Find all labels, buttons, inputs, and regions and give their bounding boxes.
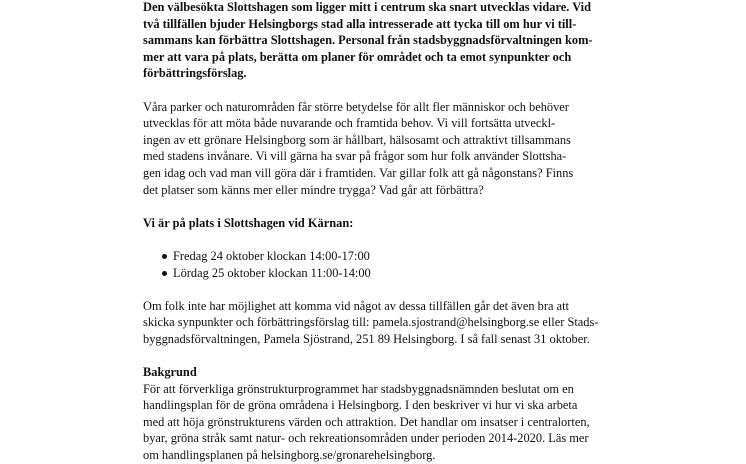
text-line: mer att vara på plats, berätta om planer för området och ta emot synpunkter och bbox=[143, 49, 572, 64]
document-page bbox=[143, 0, 613, 464]
background-heading: Bakgrund bbox=[143, 365, 197, 380]
text-line: det platser som känns mer eller mindre trygga? Vad går att förbättra? bbox=[143, 182, 484, 197]
text-line: handlingsplan för de gröna områdena i Helsingborg. I den beskriver vi hur vi ska arbeta bbox=[143, 398, 578, 413]
events-list bbox=[143, 248, 613, 281]
text-line: Våra parker och naturområden får större betydelse för allt fler människor och behöver bbox=[143, 99, 569, 114]
text-line: Den välbesökta Slottshagen som ligger mitt i centrum ska snart utvecklas vidare. Vid bbox=[143, 0, 592, 14]
event-text: Lördag 25 oktober klockan 11:00-14:00 bbox=[173, 265, 371, 280]
text-line: För att förverkliga grönstrukturprogrammet har stadsbyggnadsnämnden beslutat om en bbox=[143, 381, 574, 396]
paragraph-gap bbox=[143, 82, 613, 99]
text-line: skicka synpunkter och förbättringsförslag till: pamela.sjostrand@helsingborg.se eller Stads- bbox=[143, 315, 599, 330]
background-paragraph bbox=[143, 381, 613, 464]
text-line: gen idag och vad man vill göra där i framtiden. Var gillar folk att gå någonstans? Finns bbox=[143, 165, 574, 180]
text-line: byggnadsförvaltningen, Pamela Sjöstrand, 251 89 Helsingborg. I så fall senast 31 oktober. bbox=[143, 331, 590, 346]
intro-paragraph bbox=[143, 0, 613, 82]
bullet-icon bbox=[162, 254, 167, 259]
bullet-icon bbox=[162, 271, 167, 276]
event-text: Fredag 24 oktober klockan 14:00-17:00 bbox=[173, 248, 370, 263]
text-line: om handlingsplanen på helsingborg.se/gronarehelsingborg. bbox=[143, 448, 436, 463]
list-item bbox=[143, 265, 613, 282]
body-paragraph-needs bbox=[143, 99, 613, 199]
text-line: med stadens invånare. Vi vill gärna ha svar på frågor som hur folk använder Slottsha- bbox=[143, 149, 567, 164]
paragraph-gap bbox=[143, 347, 613, 364]
paragraph-gap bbox=[143, 231, 613, 248]
text-line: sammans kan förbättra Slottshagen. Personal från stadsbyggnadsförvaltningen kom- bbox=[143, 33, 593, 48]
text-line: byar, gröna stråk samt natur- och rekreationsområden under perioden 2014-2020. Läs mer bbox=[143, 431, 589, 446]
text-line: ingen av ett grönare Helsingborg som är hållbart, hälsosamt och attraktivt tillsammans bbox=[143, 132, 571, 147]
text-line: förbättringsförslag. bbox=[143, 66, 247, 81]
text-line: utvecklas för att möta både nuvarande och framtida behov. Vi vill fortsätta utveckl- bbox=[143, 116, 556, 131]
paragraph-gap bbox=[143, 198, 613, 215]
events-heading: Vi är på plats i Slottshagen vid Kärnan: bbox=[143, 215, 354, 230]
text-line: med att höja grönstrukturens värden och attraktion. Det handlar om insatser i centralorten, bbox=[143, 414, 590, 429]
list-item bbox=[143, 248, 613, 265]
paragraph-gap bbox=[143, 281, 613, 298]
body-paragraph-contact bbox=[143, 298, 613, 348]
text-line: två tillfällen bjuder Helsingborgs stad alla intresserade att tycka till om hur vi till- bbox=[143, 16, 577, 31]
text-line: Om folk inte har möjlighet att komma vid något av dessa tillfällen går det även bra att bbox=[143, 298, 569, 313]
